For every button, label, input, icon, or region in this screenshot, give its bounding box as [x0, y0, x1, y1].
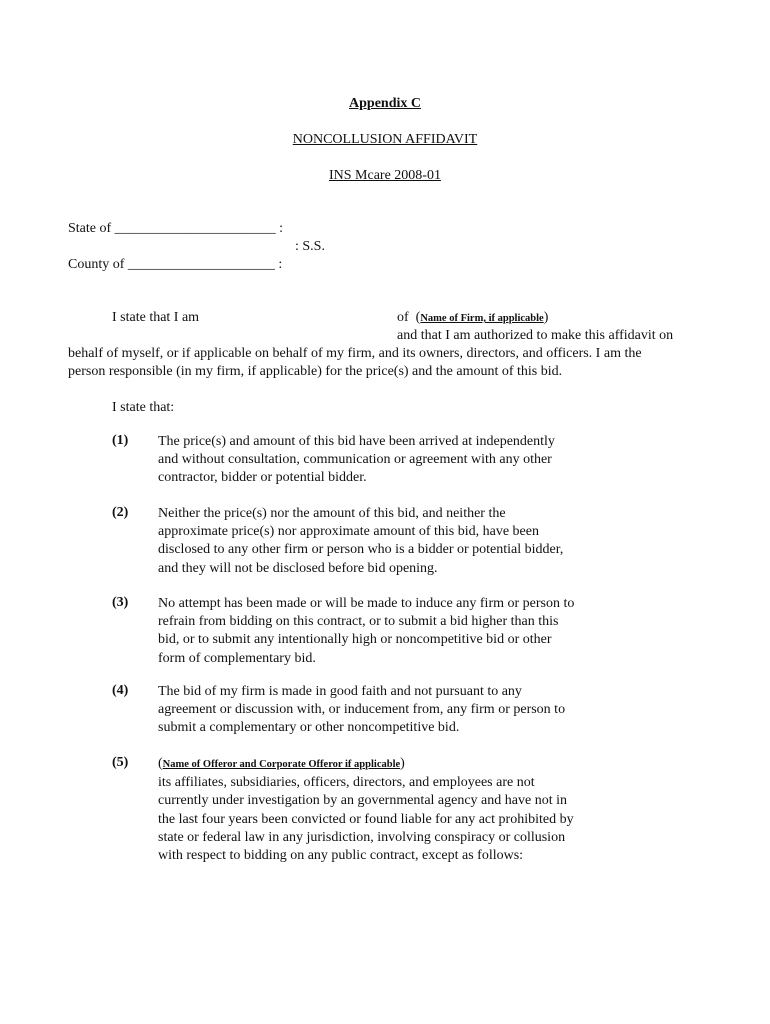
statement-line-2: and that I am authorized to make this affidavit on: [397, 328, 674, 343]
item-line: No attempt has been made or will be made to induce any firm or person to: [158, 596, 575, 611]
i-state-that-i-am: I state that I am: [112, 310, 200, 325]
item-line: its affiliates, subsidiaries, officers, directors, and employees are not: [158, 775, 535, 791]
offeror-name-placeholder: Name of Offeror and Corporate Offeror if applicable: [162, 759, 401, 770]
item-line: approximate price(s) nor approximate amount of this bid, have been: [158, 524, 539, 540]
item-line: with respect to bidding on any public contract, except as follows:: [158, 848, 524, 864]
item-text: [158, 433, 555, 488]
firm-name-placeholder: Name of Firm, if applicable: [420, 313, 544, 324]
state-blank[interactable]: _______________________: [114, 221, 276, 236]
item-number: (4): [112, 683, 129, 698]
item-line: agreement or discussion with, or inducement from, any firm or person to: [158, 702, 566, 718]
firm-name-line: of (Name of Firm, if applicable): [397, 310, 549, 325]
state-label: State of: [68, 221, 112, 236]
item-line: form of complementary bid.: [158, 650, 316, 666]
item-line: disclosed to any other firm or person who is a bidder or potential bidder,: [158, 542, 564, 558]
item-line: the last four years been convicted or found liable for any act prohibited by: [158, 811, 574, 827]
i-state-that: I state that:: [112, 400, 175, 415]
county-label: County of: [68, 257, 125, 272]
item-text: [158, 595, 574, 668]
item-number: (3): [112, 595, 129, 610]
of-word: of: [397, 310, 409, 325]
item-text: [158, 683, 565, 738]
document-title: NONCOLLUSION AFFIDAVIT: [292, 132, 478, 147]
item-line: and they will not be disclosed before bid opening.: [158, 560, 438, 576]
county-of-line: [68, 256, 282, 274]
item-line: state or federal law in any jurisdiction, involving conspiracy or collusion: [158, 829, 566, 845]
offeror-name-line: (Name of Offeror and Corporate Offeror if applicable): [158, 756, 405, 771]
item-number: (1): [112, 433, 129, 448]
statement-line-3: behalf of myself, or if applicable on behalf of my firm, and its owners, directors, and officers. I am the: [68, 346, 642, 361]
item-line: and without consultation, communication or agreement with any other: [158, 452, 552, 468]
item-line: The bid of my firm is made in good faith and not pursuant to any: [158, 684, 522, 699]
county-blank[interactable]: _____________________: [127, 257, 275, 272]
statement-line-4: person responsible (in my firm, if applicable) for the price(s) and the amount of this bid.: [68, 364, 563, 379]
state-colon: :: [279, 221, 284, 236]
item-line: refrain from bidding on this contract, or to submit a bid higher than this: [158, 614, 559, 630]
item-text: [158, 755, 574, 865]
ss-marker: : S.S.: [295, 239, 325, 254]
item-line: bid, or to submit any intentionally high or noncompetitive bid or other: [158, 632, 552, 648]
item-line: contractor, bidder or potential bidder.: [158, 470, 367, 486]
item-line: Neither the price(s) nor the amount of this bid, and neither the: [158, 506, 506, 521]
item-number: (5): [112, 755, 129, 770]
state-of-line: [68, 220, 283, 238]
item-number: (2): [112, 505, 129, 520]
reference-number: INS Mcare 2008-01: [329, 168, 441, 183]
item-line: currently under investigation by an governmental agency and have not in: [158, 793, 567, 809]
county-colon: :: [278, 257, 283, 272]
appendix-heading: Appendix C: [349, 96, 421, 111]
item-text: [158, 505, 563, 578]
item-line: The price(s) and amount of this bid have been arrived at independently: [158, 434, 555, 449]
item-line: submit a complementary or other noncompetitive bid.: [158, 720, 460, 736]
